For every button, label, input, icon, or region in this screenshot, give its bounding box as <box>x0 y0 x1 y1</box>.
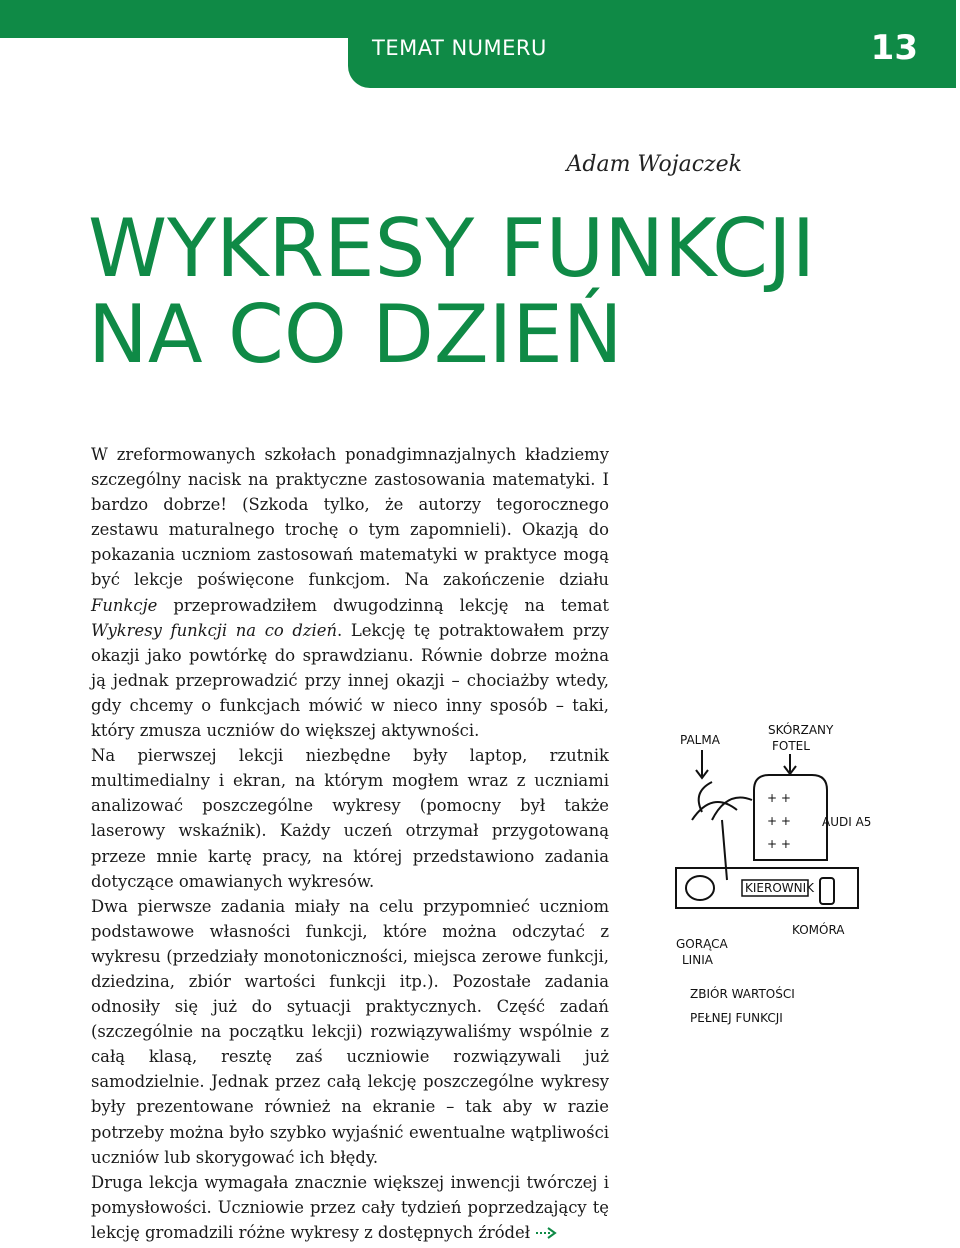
page-number: 13 <box>870 28 918 68</box>
chair-mark-1: + + <box>767 791 791 805</box>
section-label: TEMAT NUMERU <box>372 36 547 60</box>
title-line-1: WYKRESY FUNKCJI <box>88 202 816 295</box>
paragraph-1-text-b: przeprowadziłem dwugodzinną lekcję na temat <box>157 595 609 615</box>
dotted-arrow-right-icon <box>535 1226 557 1240</box>
paragraph-1-text-a: W zreformowanych szkołach ponadgimnazjalnych kładziemy szczególny nacisk na praktyczne zastosowania matematyki. I bardzo dobrze! (Szkoda tylko, że autorzy tegorocznego zestawu maturalnego trochę o tym zapomnieli). Okazją do pokazania uczniom zastosowań matematyki w praktyce mogą być lekcje poświęcone funkcjom. Na zakończenie działu <box>91 445 609 590</box>
article-title <box>88 202 816 381</box>
mobile-phone-icon <box>820 878 834 904</box>
sketch-label-fotel-2: FOTEL <box>772 739 810 753</box>
paragraph-3: Dwa pierwsze zadania miały na celu przypomnieć uczniom podstawowe własności funkcji, które można odczytać z wykresu (przedziały monotoniczności, miejsca zerowe funkcji, dziedzina, zbiór wartości funkcji itp.). Pozostałe zadania odnosiły się już do sytuacji praktycznych. Część zadań (szczególnie na początku lekcji) rozwiązywaliśmy wspólnie z całą klasą, resztę zaś uczniowie rozwiązywali już samodzielnie. Jednak przez całą lekcję poszczególne wykresy były prezentowane również na ekranie – tak aby w razie potrzeby można było szybko wyjaśnić ewentualne wątpliwości uczniów lub skorygować ich błędy. <box>91 896 609 1167</box>
title-line-2: NA CO DZIEŃ <box>88 288 623 381</box>
page-header <box>348 0 956 88</box>
sketch-label-komorka: KOMÓRA <box>792 923 845 937</box>
sketch-label-linia-2: LINIA <box>682 953 713 967</box>
paragraph-1-emphasis-1: Funkcje <box>91 595 158 615</box>
paragraph-1 <box>91 442 609 743</box>
sketch-label-kierownik: KIEROWNIK <box>745 881 815 895</box>
sketch-caption-1: ZBIÓR WARTOŚCI <box>690 987 795 1001</box>
sketch-illustration <box>672 720 872 1040</box>
paragraph-1-emphasis-2: Wykresy funkcji na co dzień <box>91 620 337 640</box>
sketch-caption-2: PEŁNEJ FUNKCJI <box>690 1011 783 1025</box>
paragraph-4-text: Druga lekcja wymagała znacznie większej inwencji twórczej i pomysłowości. Uczniowie przez cały tydzień poprzedzający tę lekcję gromadzili różne wykresy z dostępnych źródeł <box>91 1172 609 1242</box>
sketch-label-fotel-1: SKÓRZANY <box>768 723 834 737</box>
article-author: Adam Wojaczek <box>566 152 742 177</box>
paragraph-1-text-c: . Lekcję tę potraktowałem przy okazji jako powtórkę do sprawdzianu. Równie dobrze można ją jednak przeprowadzić przy innej okazji – chociażby wtedy, gdy chcemy o funkcjach mówić w nieco inny sposób – taki, który zmusza uczniów do większej aktywności. <box>91 620 609 741</box>
paragraph-2: Na pierwszej lekcji niezbędne były laptop, rzutnik multimedialny i ekran, na którym mogłem wraz z uczniami analizować poszczególne wykresy (pomocny był także laserowy wskaźnik). Każdy uczeń otrzymał przygotowaną przeze mnie kartę pracy, na której przedstawiono zadania dotyczące omawianych wykresów. <box>91 746 609 891</box>
sketch-label-audi: AUDI A5 <box>822 815 872 829</box>
chair-mark-3: + + <box>767 837 791 851</box>
chair-mark-2: + + <box>767 814 791 828</box>
article-body <box>91 442 609 1245</box>
sketch-label-linia-1: GORĄCA <box>676 937 728 951</box>
sketch-label-palma: PALMA <box>680 733 720 747</box>
telephone-icon <box>686 876 714 900</box>
paragraph-4 <box>91 1170 609 1245</box>
palm-tree-icon <box>692 782 752 880</box>
header-green-rule <box>0 0 360 38</box>
